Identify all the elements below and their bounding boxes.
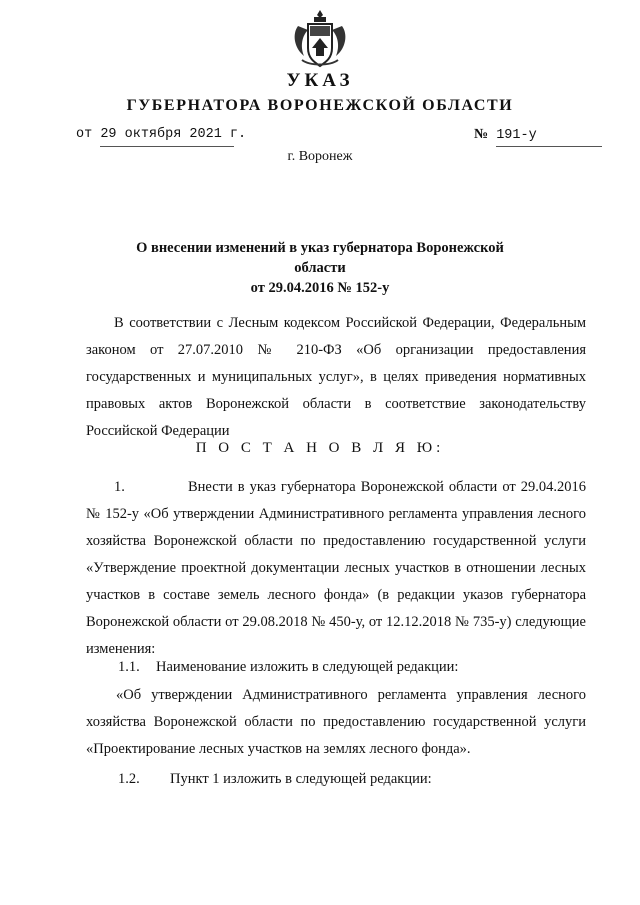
item-1-2-text: Пункт 1 изложить в следующей редакции: [170, 771, 432, 787]
document-title: УКАЗ [286, 70, 354, 91]
quoted-title: «Об утверждении Административного регламента управления лесного хозяйства Воронежской области по предоставлению государственной услуги «Проектирование лесных участков на землях лесного фонда». [86, 687, 586, 757]
item-1-1 [86, 654, 586, 681]
item-1-text: Внести в указ губернатора Воронежской области от 29.04.2016 № 152-у «Об утверждении Административного регламента управления лесного хозяйства Воронежской области по предоставлению государственной услуги «Утверждение проектной документации лесных участков в отношении лесных участков в составе земель лесного фонда» (в редакции указов губернатора Воронежской области от 29.08.2018 № 450-у, от 12.12.2018 № 735-у) следующие изменения: [86, 479, 586, 657]
item-1-2 [86, 766, 586, 793]
number-underline [496, 146, 602, 147]
date-row [76, 127, 246, 142]
document-subject [110, 238, 530, 298]
subject-line-2: от 29.04.2016 № 152-у [250, 280, 390, 296]
item-1-1-number: 1.1. [118, 659, 140, 675]
date-prefix: от [76, 127, 93, 142]
number-sign: № [474, 127, 489, 142]
subject-line-1: О внесении изменений в указ губернатора Воронежской области [136, 240, 504, 276]
document-subtitle: ГУБЕРНАТОРА ВОРОНЕЖСКОЙ ОБЛАСТИ [126, 97, 514, 114]
item-1-1-text: Наименование изложить в следующей редакции: [156, 659, 459, 675]
number-row [474, 127, 537, 143]
item-1-2-number: 1.2. [118, 771, 140, 787]
coat-of-arms-icon [290, 8, 350, 70]
decree-word: П О С Т А Н О В Л Я Ю: [195, 440, 445, 456]
item-1 [86, 474, 586, 663]
date-value: 29 октября 2021 г. [100, 127, 247, 142]
intro-paragraph: В соответствии с Лесным кодексом Российской Федерации, Федеральным законом от 27.07.2010 № 210-ФЗ «Об организации предоставления государственных и муниципальных услуг», в целях приведения нормативных правовых актов Воронежской области в соответствие законодательству Российской Федерации [86, 315, 586, 439]
number-value: 191-у [496, 128, 537, 143]
item-1-number: 1. [114, 479, 125, 495]
city-label: г. Воронеж [287, 149, 353, 164]
date-underline [100, 146, 234, 147]
